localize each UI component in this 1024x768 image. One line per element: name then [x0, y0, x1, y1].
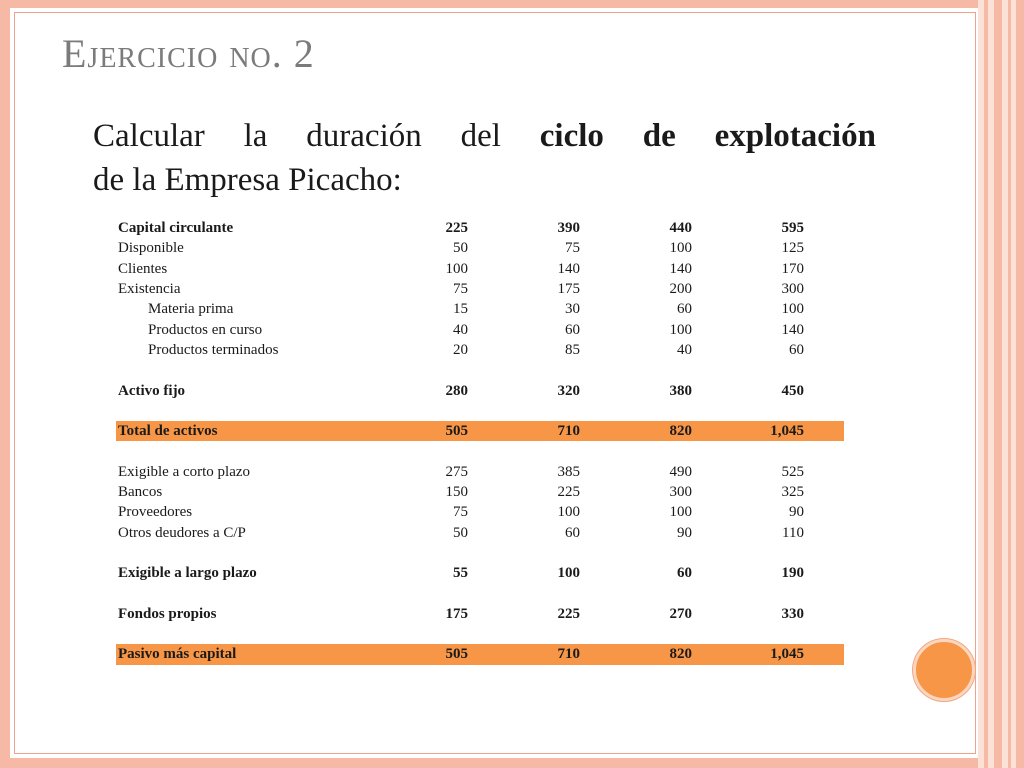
cell-value: 100 — [781, 301, 804, 318]
table-row — [116, 380, 844, 400]
cell-value: 150 — [445, 484, 468, 500]
row-label: Productos en curso — [148, 321, 263, 338]
cell-value: 75 — [565, 240, 580, 257]
cell-pad — [806, 319, 844, 339]
cell-value: 190 — [781, 565, 804, 582]
cell-value: 60 — [565, 524, 580, 541]
cell-value: 225 — [445, 220, 468, 237]
slide-frame-top — [0, 0, 1024, 8]
cell-value: 710 — [470, 421, 582, 441]
subtitle-word: la — [243, 118, 268, 154]
cell-value: 100 — [669, 504, 692, 521]
cell-value: 55 — [453, 565, 468, 582]
cell-pad — [806, 522, 844, 542]
cell-value: 270 — [669, 605, 692, 622]
cell-value: 710 — [470, 644, 582, 664]
cell-value: 325 — [781, 484, 804, 500]
cell-pad — [806, 279, 844, 299]
row-label: Proveedores — [118, 504, 193, 521]
spacer-row — [116, 360, 844, 380]
cell-value: 385 — [557, 463, 580, 480]
cell-value: 50 — [453, 240, 468, 257]
table-row — [116, 604, 844, 624]
cell-value: 75 — [453, 281, 468, 298]
cell-value: 275 — [445, 463, 468, 480]
row-label: Materia prima — [148, 301, 234, 318]
cell-value: 440 — [669, 220, 692, 237]
subtitle-bold-word: explotación — [714, 118, 876, 154]
cell-value: 100 — [669, 240, 692, 257]
table-row-total-liabilities — [116, 644, 844, 664]
cell-value: 100 — [445, 260, 468, 277]
cell-value: 15 — [453, 301, 468, 318]
row-label: Bancos — [118, 484, 163, 500]
cell-pad — [806, 218, 844, 238]
slide-frame-left — [0, 0, 10, 768]
cell-value: 820 — [582, 421, 694, 441]
subtitle-line-2: de la Empresa Picacho: — [93, 162, 402, 198]
cell-value: 200 — [669, 281, 692, 298]
cell-value: 300 — [669, 484, 692, 500]
slide-subtitle — [93, 114, 876, 202]
spacer-cell — [116, 624, 844, 644]
decor-stripe — [1008, 0, 1011, 768]
cell-value: 60 — [789, 341, 804, 358]
cell-value: 505 — [400, 421, 470, 441]
table-row — [116, 563, 844, 583]
row-label: Productos terminados — [148, 341, 279, 358]
cell-value: 75 — [453, 504, 468, 521]
cell-value: 225 — [557, 605, 580, 622]
cell-pad — [806, 604, 844, 624]
subtitle-word: Calcular — [93, 118, 205, 154]
cell-value: 100 — [669, 321, 692, 338]
spacer-row — [116, 624, 844, 644]
cell-value: 225 — [557, 484, 580, 500]
cell-value: 505 — [400, 644, 470, 664]
row-label: Activo fijo — [118, 382, 186, 399]
row-label: Exigible a largo plazo — [118, 565, 257, 582]
subtitle-bold-word: de — [642, 118, 676, 154]
spacer-row — [116, 401, 844, 421]
subtitle-word: duración — [306, 118, 422, 154]
cell-value: 300 — [781, 281, 804, 298]
cell-value: 490 — [669, 463, 692, 480]
row-label: Fondos propios — [118, 605, 217, 622]
row-label: Existencia — [118, 281, 181, 298]
cell-value: 280 — [445, 382, 468, 399]
decorative-circle — [913, 639, 975, 701]
cell-pad — [806, 563, 844, 583]
cell-value: 125 — [781, 240, 804, 257]
table-row — [116, 340, 844, 360]
financial-table — [116, 218, 844, 665]
cell-value: 100 — [557, 565, 580, 582]
cell-value: 30 — [565, 301, 580, 318]
cell-pad — [806, 462, 844, 482]
subtitle-line-1 — [93, 114, 876, 158]
cell-value: 85 — [565, 341, 580, 358]
cell-value: 390 — [557, 220, 580, 237]
spacer-row — [116, 583, 844, 603]
spacer-row — [116, 441, 844, 461]
table-row — [116, 279, 844, 299]
table-row — [116, 522, 844, 542]
spacer-row — [116, 543, 844, 563]
spacer-cell — [116, 441, 844, 461]
table-row — [116, 218, 844, 238]
cell-value: 60 — [677, 301, 692, 318]
spacer-cell — [116, 360, 844, 380]
cell-pad — [806, 421, 844, 441]
cell-value: 380 — [669, 382, 692, 399]
subtitle-word: del — [460, 118, 501, 154]
cell-value: 820 — [582, 644, 694, 664]
row-label: Total de activos — [116, 421, 400, 441]
spacer-cell — [116, 543, 844, 563]
cell-pad — [806, 380, 844, 400]
cell-value: 175 — [445, 605, 468, 622]
cell-value: 50 — [453, 524, 468, 541]
table-row — [116, 238, 844, 258]
decor-stripe — [984, 0, 988, 768]
cell-value: 110 — [782, 524, 804, 541]
spacer-cell — [116, 401, 844, 421]
cell-value: 140 — [781, 321, 804, 338]
cell-value: 320 — [557, 382, 580, 399]
cell-value: 175 — [557, 281, 580, 298]
cell-pad — [806, 340, 844, 360]
cell-value: 60 — [677, 565, 692, 582]
decor-stripe — [1016, 0, 1024, 768]
cell-value: 140 — [669, 260, 692, 277]
slide-frame-bottom — [0, 758, 1024, 768]
cell-pad — [806, 299, 844, 319]
slide-title: Ejercicio no. 2 — [62, 31, 315, 76]
cell-value: 20 — [453, 341, 468, 358]
cell-value: 90 — [677, 524, 692, 541]
cell-value: 1,045 — [694, 421, 806, 441]
cell-value: 450 — [781, 382, 804, 399]
cell-value: 170 — [781, 260, 804, 277]
spacer-cell — [116, 583, 844, 603]
cell-pad — [806, 259, 844, 279]
row-label: Otros deudores a C/P — [118, 524, 246, 541]
table-row — [116, 462, 844, 482]
subtitle-bold-word: ciclo — [539, 118, 604, 154]
row-label: Disponible — [118, 240, 184, 257]
table-row — [116, 319, 844, 339]
decor-stripe — [994, 0, 1002, 768]
row-label: Exigible a corto plazo — [118, 463, 251, 480]
cell-pad — [806, 238, 844, 258]
cell-value: 90 — [789, 504, 804, 521]
cell-value: 1,045 — [694, 644, 806, 664]
row-label: Capital circulante — [118, 220, 234, 237]
cell-pad — [806, 644, 844, 664]
cell-pad — [806, 502, 844, 522]
table-row — [116, 482, 844, 502]
cell-value: 595 — [781, 220, 804, 237]
cell-pad — [806, 482, 844, 502]
table-row — [116, 502, 844, 522]
row-label: Pasivo más capital — [116, 644, 400, 664]
table-row — [116, 259, 844, 279]
cell-value: 330 — [781, 605, 804, 622]
cell-value: 40 — [453, 321, 468, 338]
table-row-total-assets — [116, 421, 844, 441]
cell-value: 140 — [557, 260, 580, 277]
cell-value: 525 — [781, 463, 804, 480]
row-label: Clientes — [118, 260, 168, 277]
cell-value: 100 — [557, 504, 580, 521]
cell-value: 60 — [565, 321, 580, 338]
table-row — [116, 299, 844, 319]
cell-value: 40 — [677, 341, 692, 358]
